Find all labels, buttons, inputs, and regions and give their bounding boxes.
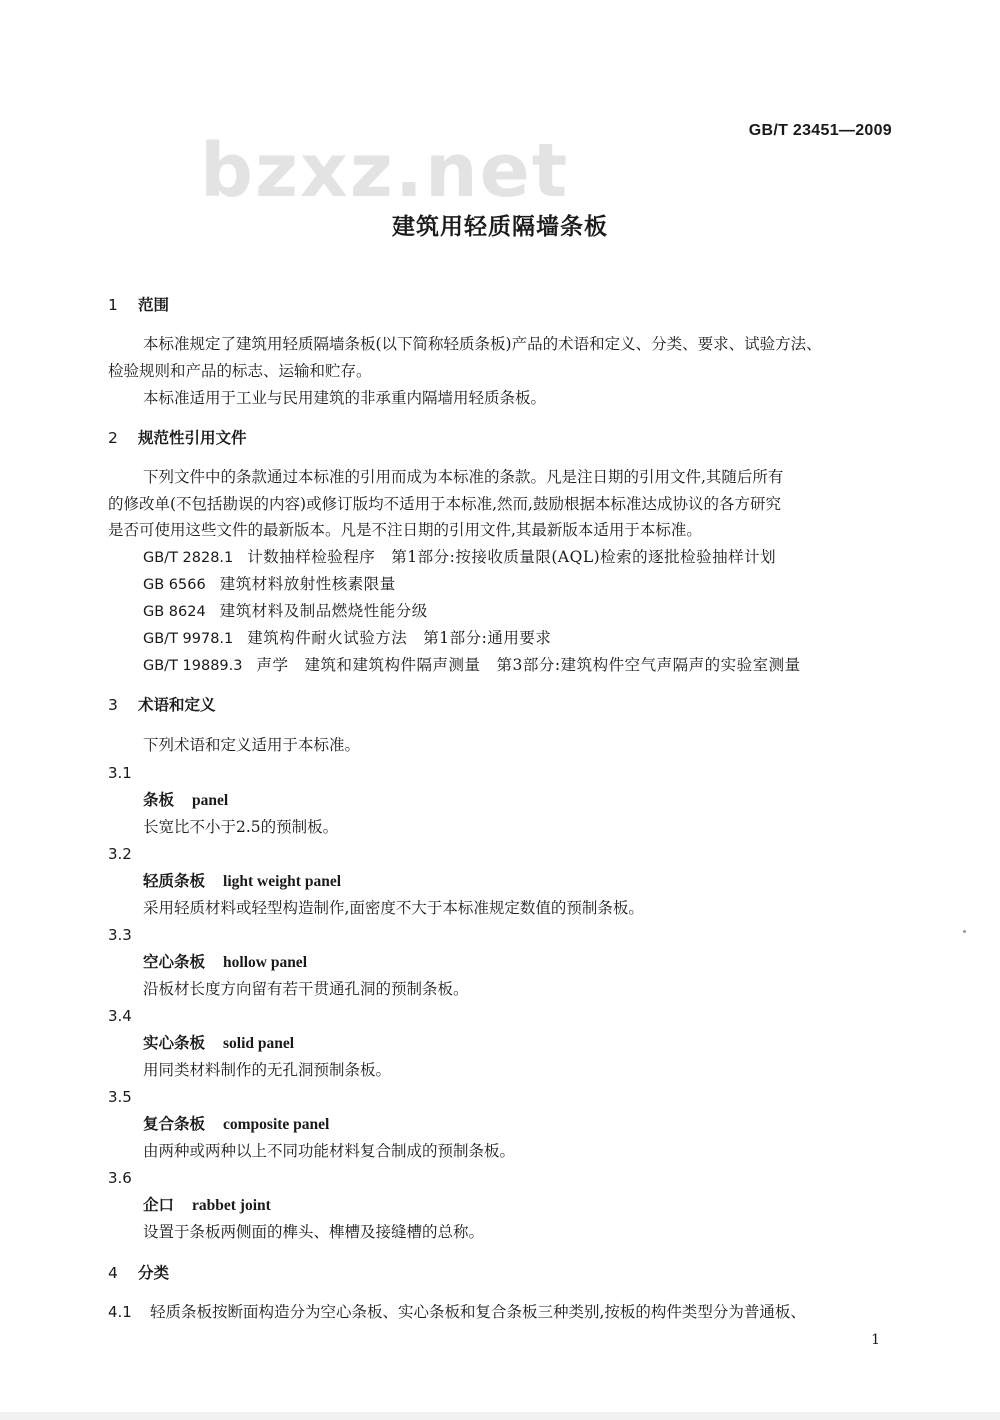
reference-code: GB/T 9978.1 [143,631,234,647]
term-heading [143,1033,294,1054]
reference-title: 建筑构件耐火试验方法 第1部分:通用要求 [247,629,552,647]
term-number: 3.3 [108,926,132,944]
term-heading [143,1114,329,1135]
term-chinese: 轻质条板 [143,872,206,890]
term-heading [143,1195,271,1216]
reference-title: 计数抽样检验程序 第1部分:按接收质量限(AQL)检索的逐批检验抽样计划 [247,548,777,566]
reference-item [143,655,801,676]
paragraph-line: 本标准规定了建筑用轻质隔墙条板(以下简称轻质条板)产品的术语和定义、分类、要求、试验方法、 [143,335,822,353]
term-heading [143,790,228,811]
term-number: 3.1 [108,764,132,782]
term-english: composite panel [223,1116,330,1133]
term-heading [143,952,307,973]
section-title: 规范性引用文件 [138,429,247,447]
term-chinese: 空心条板 [143,953,206,971]
paragraph-line: 是否可使用这些文件的最新版本。凡是不注日期的引用文件,其最新版本适用于本标准。 [108,521,702,539]
watermark: bzxz.net [200,128,570,214]
section-1-heading [108,295,169,315]
reference-title: 建筑材料放射性核素限量 [219,575,396,593]
reference-item [143,628,551,649]
reference-title: 建筑材料及制品燃烧性能分级 [219,602,428,620]
subclause-line [108,1302,806,1322]
term-english: light weight panel [223,873,341,890]
paragraph-line: 下列术语和定义适用于本标准。 [143,736,361,754]
reference-code: GB/T 2828.1 [143,550,234,566]
section-title: 范围 [138,296,170,314]
paragraph-line: 下列文件中的条款通过本标准的引用而成为本标准的条款。凡是注日期的引用文件,其随后所有 [143,468,784,486]
scan-speck [963,930,966,933]
term-number: 3.2 [108,845,132,863]
page-number: 1 [871,1332,880,1348]
section-title: 分类 [138,1264,170,1282]
standard-number: GB/T 23451—2009 [748,122,892,139]
section-number: 4 [108,1264,118,1282]
section-4-heading [108,1263,169,1283]
section-number: 1 [108,296,118,314]
term-chinese: 实心条板 [143,1034,206,1052]
subclause-number: 4.1 [108,1303,132,1321]
subclause-text: 轻质条板按断面构造分为空心条板、实心条板和复合条板三种类别,按板的构件类型分为普通板、 [150,1303,806,1321]
term-english: rabbet joint [192,1197,271,1214]
paragraph-line: 检验规则和产品的标志、运输和贮存。 [108,362,372,380]
section-2-heading [108,428,247,448]
reference-item [143,574,396,595]
term-definition: 设置于条板两侧面的榫头、榫槽及接缝槽的总称。 [143,1223,485,1241]
term-chinese: 条板 [143,791,175,809]
term-heading [143,871,341,892]
paragraph-line: 的修改单(不包括勘误的内容)或修订版均不适用于本标准,然而,鼓励根据本标准达成协议的各方研究 [108,495,781,513]
term-number: 3.4 [108,1007,132,1025]
term-english: hollow panel [223,954,307,971]
term-number: 3.5 [108,1088,132,1106]
scan-edge [0,1412,1000,1420]
term-chinese: 企口 [143,1196,175,1214]
section-3-heading [108,695,216,715]
term-english: solid panel [223,1035,295,1052]
reference-code: GB 6566 [143,577,206,593]
term-definition: 长宽比不小于2.5的预制板。 [143,818,339,836]
reference-code: GB 8624 [143,604,206,620]
term-english: panel [192,792,229,809]
paragraph-line: 本标准适用于工业与民用建筑的非承重内隔墙用轻质条板。 [143,389,547,407]
section-number: 2 [108,429,118,447]
section-number: 3 [108,696,118,714]
term-definition: 沿板材长度方向留有若干贯通孔洞的预制条板。 [143,980,469,998]
term-definition: 由两种或两种以上不同功能材料复合制成的预制条板。 [143,1142,516,1160]
document-title: 建筑用轻质隔墙条板 [392,214,608,240]
reference-code: GB/T 19889.3 [143,658,243,674]
reference-title: 声学 建筑和建筑构件隔声测量 第3部分:建筑构件空气声隔声的实验室测量 [256,656,801,674]
reference-item [143,601,428,622]
term-definition: 采用轻质材料或轻型构造制作,面密度不大于本标准规定数值的预制条板。 [143,899,644,917]
term-chinese: 复合条板 [143,1115,206,1133]
term-number: 3.6 [108,1169,132,1187]
section-title: 术语和定义 [138,696,216,714]
reference-item [143,547,776,568]
term-definition: 用同类材料制作的无孔洞预制条板。 [143,1061,392,1079]
